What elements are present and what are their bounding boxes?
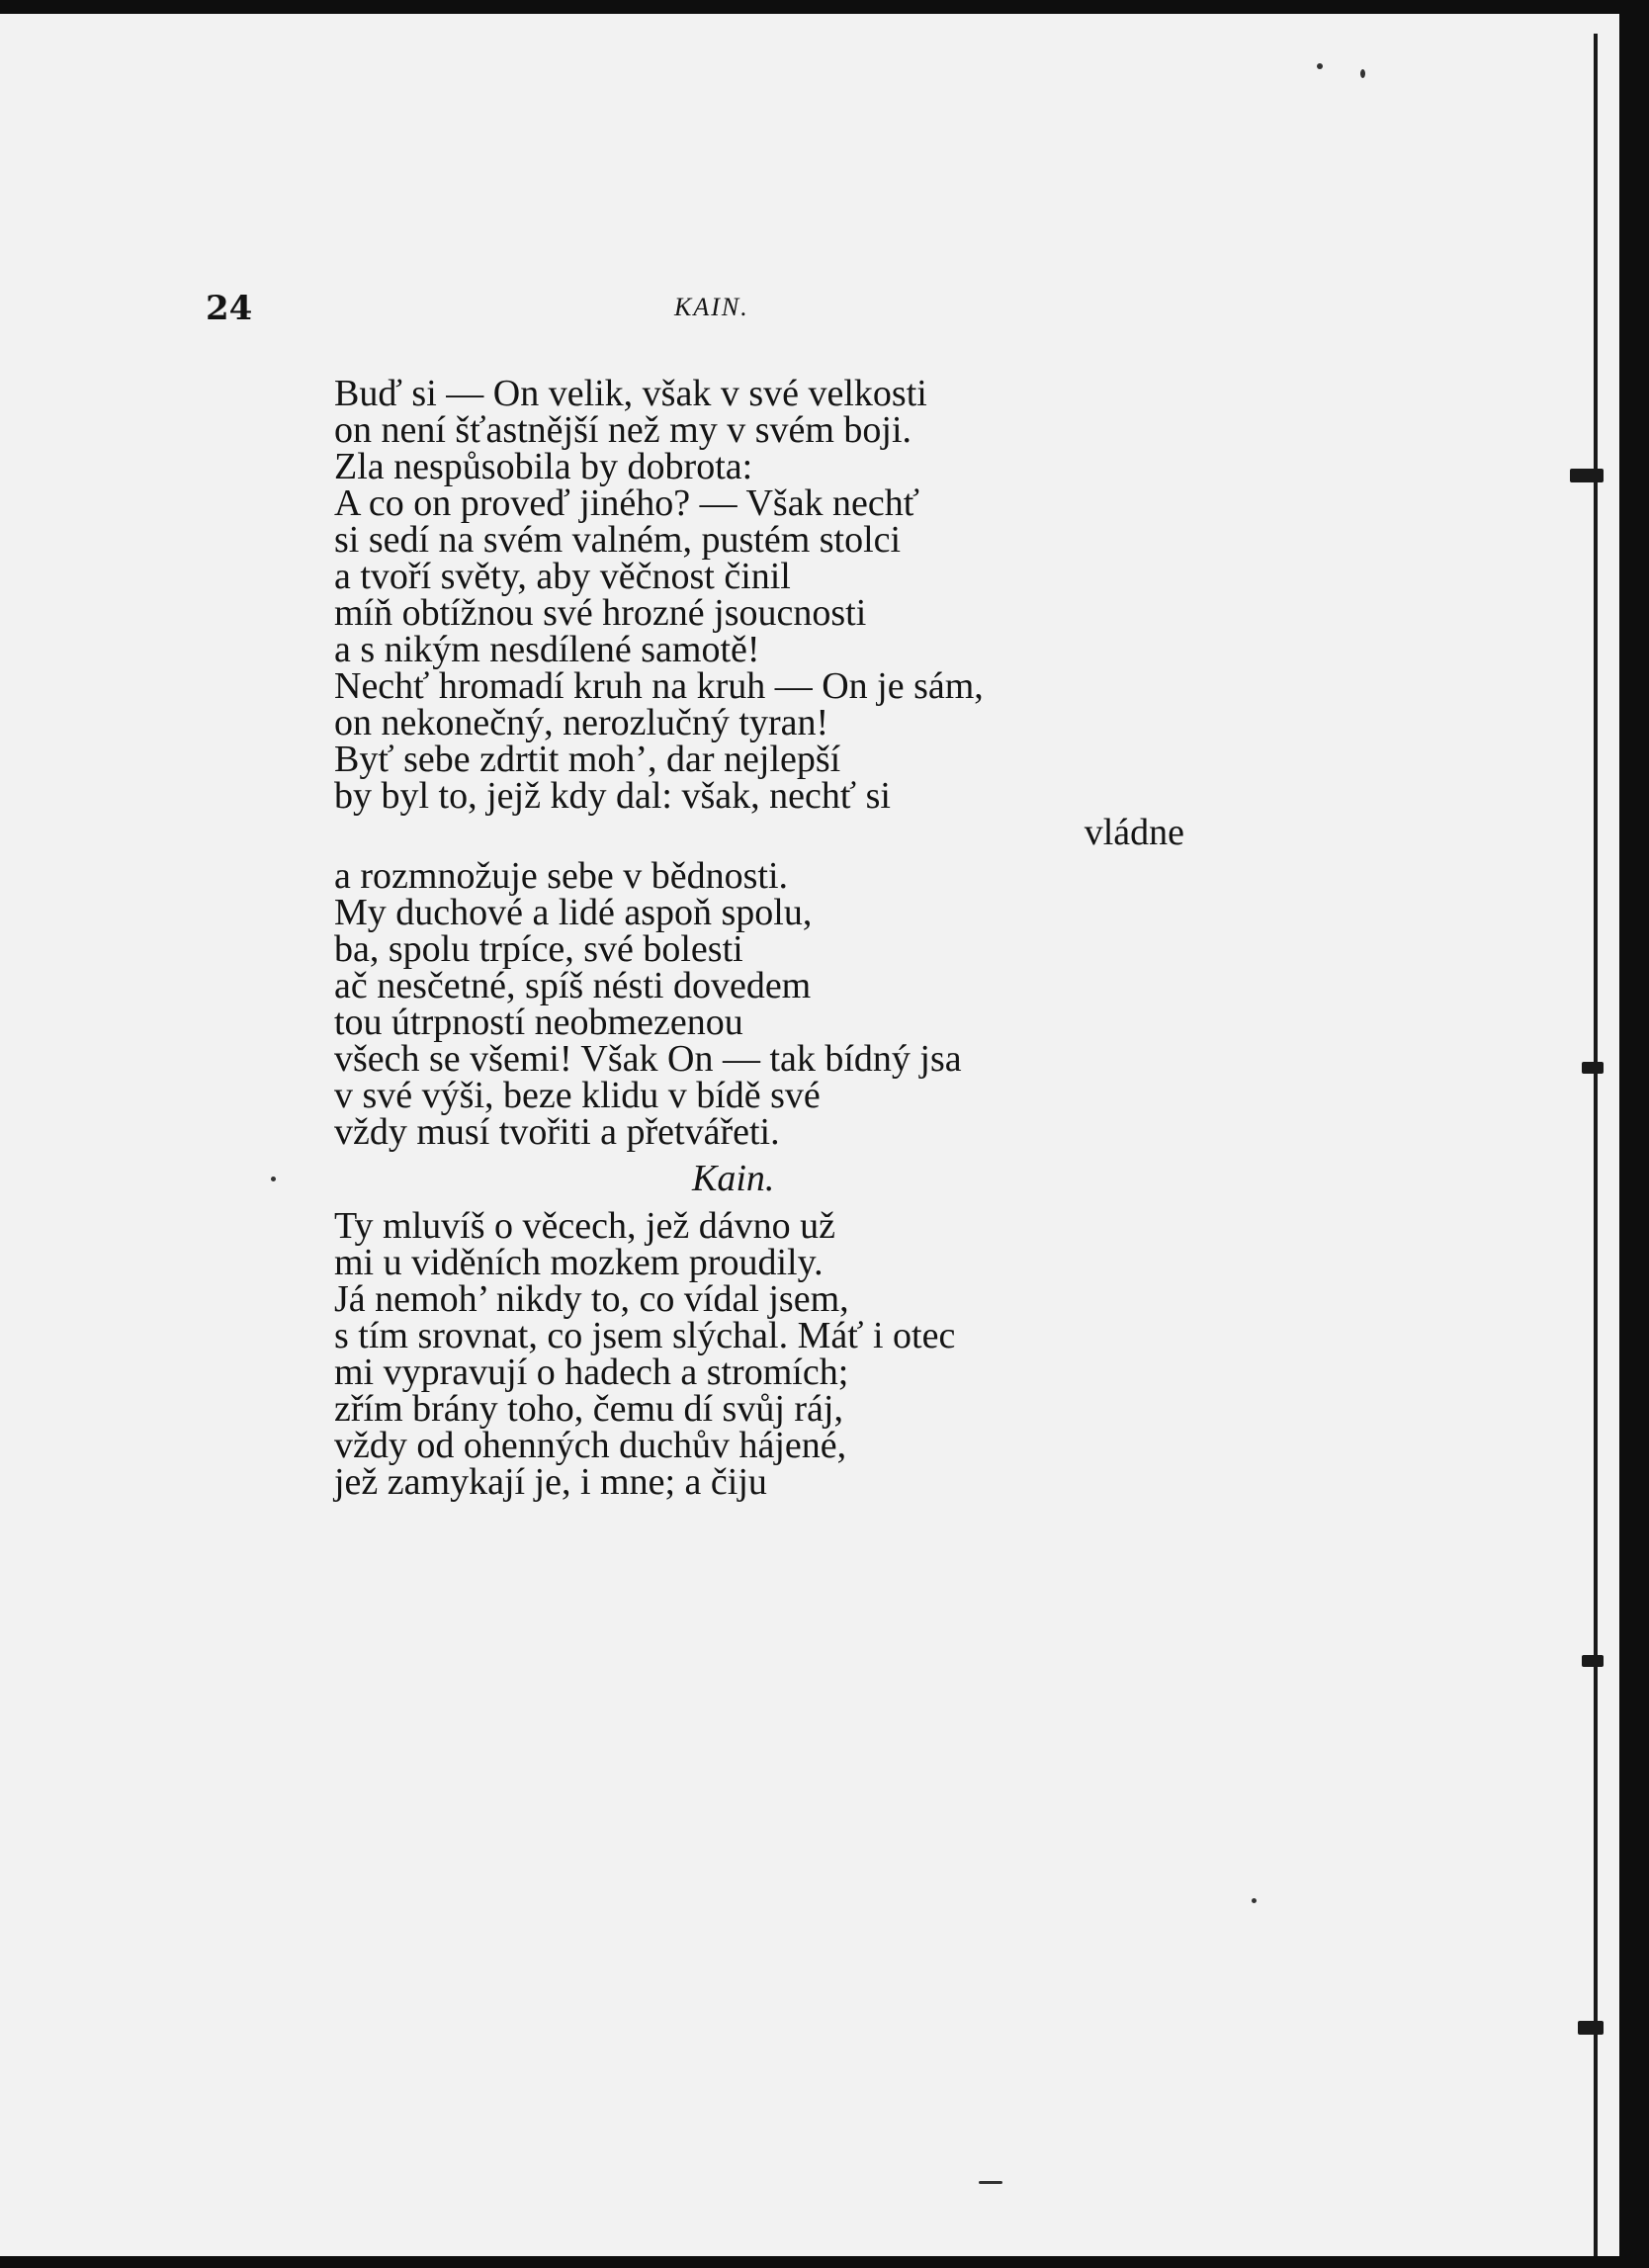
paper-speck [271, 1177, 276, 1181]
paper-speck [1360, 69, 1365, 78]
poem-line: on není šťastnější než my v svém boji. [334, 409, 912, 451]
poem-line: My duchové a lidé aspoň spolu, [334, 892, 813, 933]
paper-speck [1252, 1898, 1257, 1903]
binding-mark [1582, 1655, 1604, 1667]
poem-line: zřím brány toho, čemu dí svůj ráj, [334, 1388, 843, 1430]
poem-line: a rozmnožuje sebe v bědnosti. [334, 855, 789, 897]
paper-speck [1317, 63, 1323, 69]
poem-line: tou útrpností neobmezenou [334, 1002, 743, 1043]
poem-line: si sedí na svém valném, pustém stolci [334, 519, 902, 561]
book-page [0, 14, 1621, 2256]
poem-line: ba, spolu trpíce, své bolesti [334, 928, 743, 970]
poem-line: vždy musí tvořiti a přetvářeti. [334, 1111, 780, 1153]
page-number: 24 [206, 289, 253, 328]
binding-mark [1578, 2021, 1604, 2035]
page-header [0, 289, 1621, 338]
binding-edge [1594, 34, 1598, 2256]
poem-line: jež zamykají je, i mne; a čiju [334, 1461, 767, 1503]
poem-line: a tvoří světy, aby věčnost činil [334, 556, 791, 597]
binding-mark [1582, 1062, 1604, 1074]
scan-border [1619, 0, 1649, 2268]
poem-line: v své výši, beze klidu v bídě své [334, 1075, 821, 1116]
paper-speck [979, 2181, 1002, 2184]
binding-mark [1570, 469, 1604, 482]
poem-line: s tím srovnat, co jsem slýchal. Máť i otec [334, 1315, 956, 1356]
poem-line: mi vypravují o hadech a stromích; [334, 1352, 849, 1393]
poem-line: Buď si — On velik, však v své velkosti [334, 373, 927, 414]
poem-line: Ty mluvíš o věcech, jež dávno už [334, 1205, 836, 1247]
poem-line: všech se všemi! Však On — tak bídný jsa [334, 1038, 962, 1080]
poem-line: a s nikým nesdílené samotě! [334, 629, 760, 670]
poem-line-overflow: vládne [1084, 812, 1184, 853]
poem-line: on nekonečný, nerozlučný tyran! [334, 702, 829, 743]
poem-line: vždy od ohenných duchův hájené, [334, 1425, 847, 1466]
poem-line: by byl to, jejž kdy dal: však, nechť si [334, 775, 891, 817]
poem-line: Zla nespůsobila by dobrota: [334, 446, 753, 487]
poem-line: Nechť hromadí kruh na kruh — On je sám, [334, 665, 984, 707]
poem-line: ač nesčetné, spíš nésti dovedem [334, 965, 812, 1006]
poem-line: mi u viděních mozkem proudily. [334, 1242, 824, 1283]
running-title: KAIN. [674, 293, 749, 321]
poem-line: míň obtížnou své hrozné jsoucnosti [334, 592, 867, 634]
poem-line: Já nemoh’ nikdy to, co vídal jsem, [334, 1278, 849, 1320]
poem-line: A co on proveď jiného? — Však nechť [334, 482, 920, 524]
poem-line: Byť sebe zdrtit moh’, dar nejlepší [334, 739, 841, 780]
speaker-name: Kain. [692, 1158, 775, 1199]
